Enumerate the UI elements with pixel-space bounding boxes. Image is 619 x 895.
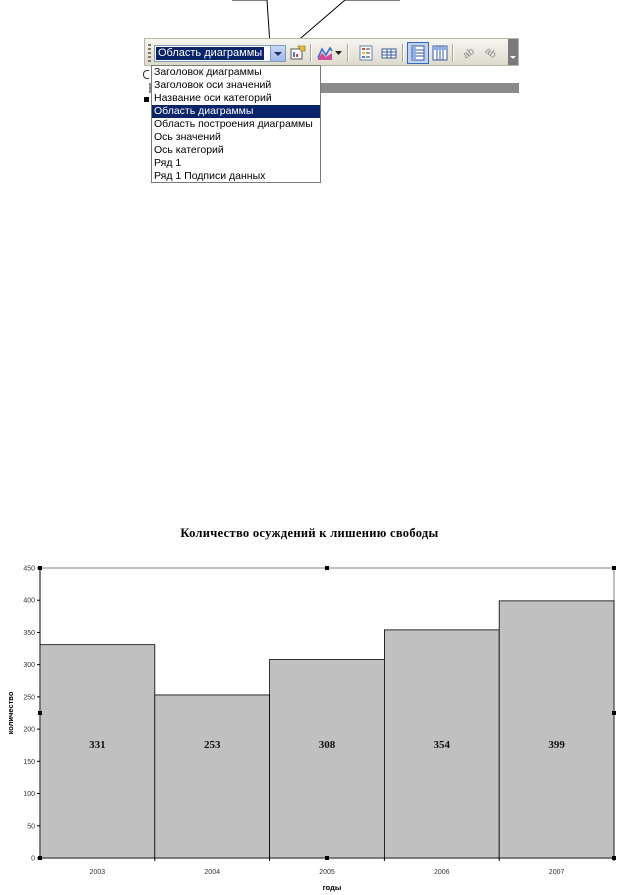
x-tick-label: 2007 — [548, 869, 565, 876]
chart-title[interactable]: Количество осуждений к лишению свободы — [180, 526, 439, 540]
format-selected-object-icon[interactable] — [290, 45, 306, 61]
dropdown-item-plot-area[interactable]: Область построения диаграммы — [154, 118, 313, 130]
selection-handle[interactable] — [612, 856, 616, 860]
chart-toolbar — [144, 38, 519, 66]
toolbar-separator — [347, 44, 348, 62]
selection-handle[interactable] — [38, 856, 42, 860]
dropdown-item-value-axis-title[interactable]: Заголовок оси значений — [154, 79, 272, 91]
bar[interactable] — [155, 695, 270, 858]
bar[interactable] — [40, 645, 155, 858]
chart-type-dropdown-icon[interactable] — [335, 51, 342, 56]
background-fragment — [143, 70, 149, 79]
data-label[interactable]: 354 — [433, 738, 451, 751]
toolbar-separator — [452, 44, 453, 62]
y-tick-label: 350 — [23, 629, 35, 637]
y-tick-label: 300 — [23, 662, 35, 670]
y-tick-label: 250 — [23, 694, 35, 702]
data-table-icon[interactable] — [381, 45, 397, 61]
selection-handle[interactable] — [612, 711, 616, 715]
x-tick-label: 2004 — [204, 869, 220, 876]
dropdown-arrow-icon[interactable] — [270, 46, 285, 61]
y-axis-title[interactable]: количество — [6, 691, 15, 735]
chart-area[interactable] — [0, 555, 619, 895]
x-tick-label: 2003 — [89, 869, 106, 876]
by-row-icon — [410, 45, 426, 61]
selection-handle[interactable] — [38, 711, 42, 715]
selection-handle[interactable] — [38, 566, 42, 570]
x-axis-title[interactable]: годы — [322, 883, 342, 892]
data-label[interactable]: 253 — [203, 738, 221, 751]
y-tick-label: 400 — [23, 597, 35, 605]
svg-text:ab: ab — [483, 45, 499, 61]
y-tick-label: 100 — [23, 791, 35, 799]
dropdown-item-chart-area[interactable]: Область диаграммы — [152, 105, 320, 118]
y-tick-label: 200 — [23, 726, 35, 734]
y-tick-label: 50 — [27, 823, 35, 831]
angle-text-upward-icon[interactable] — [483, 45, 499, 61]
x-tick-label: 2006 — [434, 869, 450, 876]
chart-type-icon[interactable] — [317, 45, 333, 61]
dropdown-item-value-axis[interactable]: Ось значений — [154, 131, 221, 143]
dropdown-item-category-axis[interactable]: Ось категорий — [154, 144, 224, 156]
y-tick-label: 450 — [23, 565, 35, 573]
data-label[interactable]: 399 — [548, 738, 565, 751]
y-tick-label: 150 — [23, 758, 35, 766]
data-label[interactable]: 308 — [318, 738, 336, 751]
selection-handle[interactable] — [325, 856, 329, 860]
legend-icon[interactable] — [358, 45, 374, 61]
toolbar-separator — [310, 44, 311, 62]
bar[interactable] — [499, 601, 614, 858]
data-label[interactable]: 331 — [89, 738, 106, 751]
dropdown-item-category-axis-title[interactable]: Название оси категорий — [154, 92, 272, 104]
toolbar-options-button[interactable] — [508, 39, 518, 65]
selection-handle[interactable] — [325, 566, 329, 570]
toolbar-options-icon — [510, 56, 516, 60]
angle-text-downward-icon[interactable] — [461, 45, 477, 61]
chart-objects-combobox[interactable] — [154, 45, 286, 62]
svg-text:ab: ab — [461, 45, 477, 61]
bar[interactable] — [270, 660, 385, 858]
chart-objects-dropdown — [151, 65, 321, 183]
chart-objects-selected: Область диаграммы — [158, 47, 263, 59]
by-row-button[interactable] — [407, 42, 429, 64]
toolbar-grip[interactable] — [148, 44, 151, 62]
x-tick-label: 2005 — [319, 869, 335, 876]
dropdown-item-chart-title[interactable]: Заголовок диаграммы — [154, 66, 262, 78]
by-column-icon[interactable] — [432, 45, 448, 61]
dropdown-item-series-1-labels[interactable]: Ряд 1 Подписи данных — [154, 170, 266, 182]
selection-handle[interactable] — [612, 566, 616, 570]
toolbar-separator — [402, 44, 403, 62]
y-tick-label: 0 — [31, 855, 35, 863]
dropdown-item-series-1[interactable]: Ряд 1 — [154, 157, 182, 169]
background-fragment — [144, 97, 149, 102]
